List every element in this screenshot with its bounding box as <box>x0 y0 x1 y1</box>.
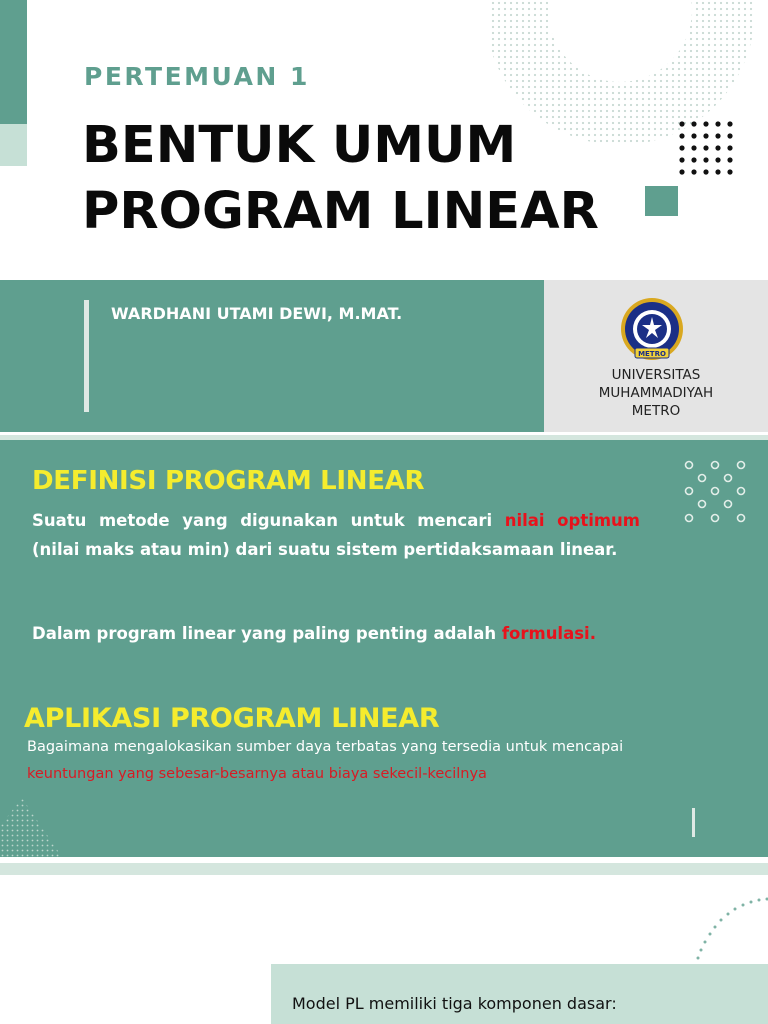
title-line-1: BENTUK UMUM <box>82 116 517 175</box>
decor-dotted-triangle <box>0 798 64 858</box>
session-subtitle: PERTEMUAN 1 <box>84 62 310 91</box>
decor-vertical-line <box>84 300 89 412</box>
definition-heading: DEFINISI PROGRAM LINEAR <box>32 466 425 496</box>
application-text: Bagaimana mengalokasikan sumber daya terbatas yang tersedia untuk mencapai <box>27 739 624 755</box>
divider-light <box>0 863 768 875</box>
decor-small-line <box>692 808 695 837</box>
application-highlight: keuntungan yang sebesar-besarnya atau biaya sekecil-kecilnya <box>27 766 487 782</box>
decor-left-bar <box>0 0 27 124</box>
university-name <box>544 366 768 420</box>
formulation-highlight: formulasi. <box>501 624 596 643</box>
components-intro: Model PL memiliki tiga komponen dasar: <box>292 994 617 1013</box>
content-card <box>0 440 768 857</box>
formulation-text-part: Dalam program linear yang paling penting adalah <box>32 624 502 643</box>
definition-text-part: (nilai maks atau min) dari suatu sistem pertidaksamaan linear. <box>32 540 618 559</box>
decor-left-bar-light <box>0 124 27 166</box>
university-line-2: MUHAMMADIYAH <box>598 385 714 401</box>
logo-text: METRO <box>638 350 666 358</box>
decor-ring-grid <box>680 456 752 528</box>
university-line-3: METRO <box>631 403 681 419</box>
university-logo-icon <box>617 296 687 366</box>
formulation-text <box>32 624 672 643</box>
definition-text-part: Suatu metode yang digunakan untuk mencari <box>32 511 505 530</box>
definition-text <box>32 506 640 564</box>
application-heading: APLIKASI PROGRAM LINEAR <box>24 703 440 734</box>
decor-teal-square <box>645 186 678 216</box>
title-line-2: PROGRAM LINEAR <box>82 182 599 241</box>
decor-black-dot-grid <box>676 118 740 180</box>
definition-highlight: nilai optimum <box>504 511 640 530</box>
author-name: WARDHANI UTAMI DEWI, M.MAT. <box>111 304 403 323</box>
university-line-1: UNIVERSITAS <box>611 367 701 383</box>
author-band <box>0 280 544 432</box>
page-title <box>82 113 599 245</box>
